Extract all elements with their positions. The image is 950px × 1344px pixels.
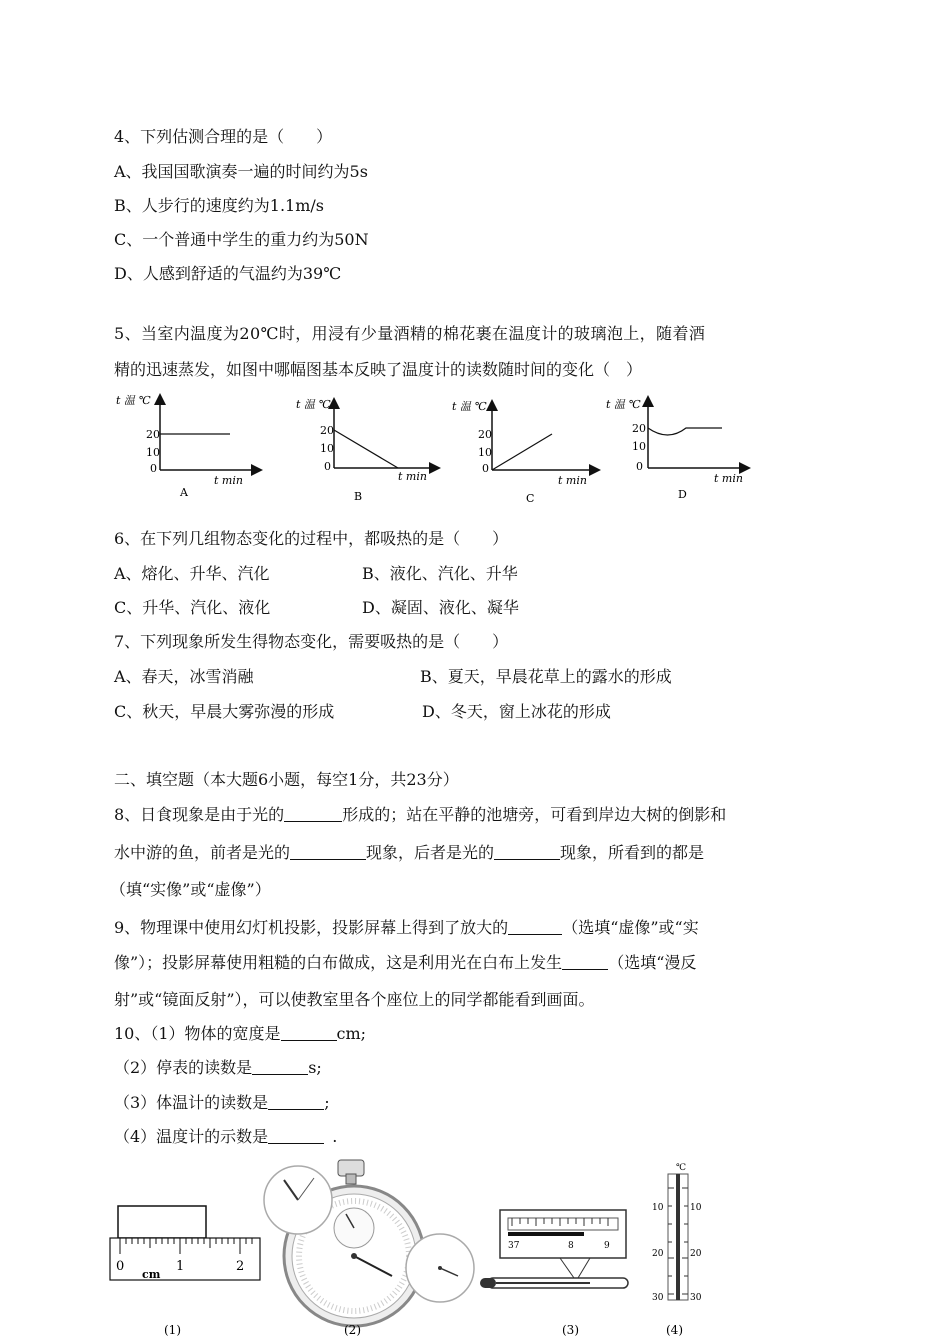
q9-text2: （选填“虚像”或“实 [562, 918, 699, 937]
graph-a-tick20: 20 [146, 428, 160, 441]
q9-text1: 9、物理课中使用幻灯机投影，投影屏幕上得到了放大的 [114, 918, 509, 937]
q9-line1 [114, 918, 699, 938]
q10-blank3[interactable] [268, 1093, 324, 1110]
thermometer-mercury [508, 1232, 584, 1236]
graph-a [116, 394, 260, 499]
q8-blank2[interactable] [290, 843, 366, 860]
temp-label-10-right: 10 [690, 1203, 702, 1213]
q10-unit1: cm; [336, 1024, 367, 1043]
q6-option-d: D、凝固、液化、凝华 [362, 598, 519, 617]
temp-column [676, 1174, 680, 1300]
q8-text4: 现象，后者是光的 [366, 843, 495, 862]
q10-sub2 [114, 1058, 322, 1078]
thermo-label-37: 37 [508, 1241, 520, 1251]
q10-blank4[interactable] [268, 1127, 324, 1144]
q10-text2: （2）停表的读数是 [114, 1058, 253, 1077]
q10-sub3 [114, 1093, 330, 1113]
q8-text5: 现象，所看到的都是 [560, 843, 705, 862]
q10-unit2: s; [308, 1058, 322, 1077]
q8-line3: （填“实像”或“虚像”） [110, 880, 271, 899]
q7-option-b: B、夏天，早晨花草上的露水的形成 [420, 667, 672, 686]
graph-c-tick10: 10 [478, 446, 492, 459]
graph-b-line [334, 430, 398, 468]
q8-line1 [114, 805, 726, 825]
q10-sub4 [114, 1127, 337, 1147]
temp-unit: ℃ [676, 1163, 687, 1173]
graph-b [296, 398, 438, 503]
graph-c-label: C [526, 492, 535, 505]
q4-option-c: C、一个普通中学生的重力约为50N [114, 230, 369, 249]
graph-a-tick10: 10 [146, 446, 160, 459]
caption-2: (2) [344, 1323, 361, 1337]
q10-unit3: ; [324, 1093, 330, 1112]
graph-a-tick0: 0 [150, 462, 157, 475]
caption-3: (3) [562, 1323, 579, 1337]
ruler-figure [110, 1206, 260, 1281]
q7-option-c: C、秋天，早晨大雾弥漫的形成 [114, 702, 335, 721]
temp-label-20-right: 20 [690, 1249, 702, 1259]
graph-c-ylabel: t 温 ℃ [452, 400, 487, 413]
measured-block [118, 1206, 206, 1238]
graph-d-tick0: 0 [636, 460, 643, 473]
graph-a-ylabel: t 温 ℃ [116, 394, 151, 407]
q9-line3: 射”或“镜面反射”），可以使教室里各个座位上的同学都能看到画面。 [114, 990, 595, 1009]
thermo-label-8: 8 [568, 1241, 574, 1251]
temperature-thermometer-figure [652, 1163, 702, 1303]
q4-option-b: B、人步行的速度约为1.1m/s [114, 196, 324, 215]
graph-b-tick0: 0 [324, 460, 331, 473]
q10-blank1[interactable] [281, 1024, 337, 1041]
q5-line2: 精的迅速蒸发，如图中哪幅图基本反映了温度计的读数随时间的变化（ ） [114, 360, 643, 379]
q5-graphs [0, 390, 950, 510]
q4-option-a: A、我国国歌演奏一遍的时间约为5s [114, 162, 368, 181]
q4-stem: 4、下列估测合理的是（ ） [114, 127, 333, 146]
graph-d-tick20: 20 [632, 422, 646, 435]
q7-option-d: D、冬天，窗上冰花的形成 [422, 702, 611, 721]
section-heading: 二、填空题（本大题6小题，每空1分，共23分） [114, 770, 459, 789]
q9-text3: 像”）；投影屏幕使用粗糙的白布做成，这是利用光在白布上发生 [114, 953, 563, 972]
q7-stem: 7、下列现象所发生得物态变化，需要吸热的是（ ） [114, 632, 509, 651]
stopwatch-figure [264, 1160, 474, 1326]
q10-stem [114, 1024, 366, 1044]
q8-blank1[interactable] [284, 805, 342, 822]
graph-d-label: D [678, 488, 687, 501]
q8-blank3[interactable] [494, 843, 560, 860]
graph-c-line [492, 434, 552, 470]
q9-blank2[interactable] [562, 953, 608, 970]
graph-c-xlabel: t min [558, 474, 587, 487]
graph-a-xlabel: t min [214, 474, 243, 487]
graph-b-ylabel: t 温 ℃ [296, 398, 331, 411]
ruler-label-2: 2 [236, 1259, 245, 1274]
q8-text1: 8、日食现象是由于光的 [114, 805, 285, 824]
q8-line2 [114, 843, 704, 863]
caption-4: (4) [666, 1323, 683, 1337]
q7-option-a: A、春天，冰雪消融 [114, 667, 254, 686]
graph-d [606, 398, 748, 501]
temp-label-20-left: 20 [652, 1249, 664, 1259]
q6-option-b: B、液化、汽化、升华 [362, 564, 518, 583]
thermo-label-9: 9 [604, 1241, 610, 1251]
temp-label-30-right: 30 [690, 1293, 702, 1303]
graph-a-label: A [180, 486, 188, 499]
ruler-label-1: 1 [176, 1259, 185, 1274]
graph-b-tick10: 10 [320, 442, 334, 455]
graph-d-tick10: 10 [632, 440, 646, 453]
graph-b-xlabel: t min [398, 470, 427, 483]
q10-blank2[interactable] [252, 1058, 308, 1075]
caption-1: (1) [164, 1323, 181, 1337]
q10-text4: （4）温度计的示数是 [114, 1127, 269, 1146]
q10-text3: （3）体温计的读数是 [114, 1093, 269, 1112]
temp-label-10-left: 10 [652, 1203, 664, 1213]
clinical-thermometer-figure [480, 1210, 628, 1288]
q10-figures [0, 1158, 950, 1344]
q9-blank1[interactable] [508, 918, 562, 935]
q8-text3: 水中游的鱼，前者是光的 [114, 843, 291, 862]
graph-d-xlabel: t min [714, 472, 743, 485]
graph-b-label: B [354, 490, 363, 503]
graph-d-ylabel: t 温 ℃ [606, 398, 641, 411]
q8-text2: 形成的；站在平静的池塘旁，可看到岸边大树的倒影和 [342, 805, 727, 824]
graph-b-tick20: 20 [320, 424, 334, 437]
temp-label-30-left: 30 [652, 1293, 664, 1303]
q6-option-c: C、升华、汽化、液化 [114, 598, 271, 617]
graph-d-line [648, 428, 722, 435]
q4-option-d: D、人感到舒适的气温约为39℃ [114, 264, 342, 283]
q10-text1: 10、（1）物体的宽度是 [114, 1024, 281, 1043]
q9-text4: （选填“漫反 [608, 953, 697, 972]
q5-line1: 5、当室内温度为20℃时，用浸有少量酒精的棉花裹在温度计的玻璃泡上，随着酒 [114, 324, 706, 343]
ruler-unit: cm [142, 1268, 161, 1281]
graph-c-tick20: 20 [478, 428, 492, 441]
q6-option-a: A、熔化、升华、汽化 [114, 564, 270, 583]
q6-stem: 6、在下列几组物态变化的过程中，都吸热的是（ ） [114, 529, 509, 548]
q9-line2 [114, 953, 696, 973]
graph-c [452, 400, 598, 505]
ruler-label-0: 0 [116, 1259, 125, 1274]
q10-unit4: . [332, 1127, 338, 1146]
graph-c-tick0: 0 [482, 462, 489, 475]
